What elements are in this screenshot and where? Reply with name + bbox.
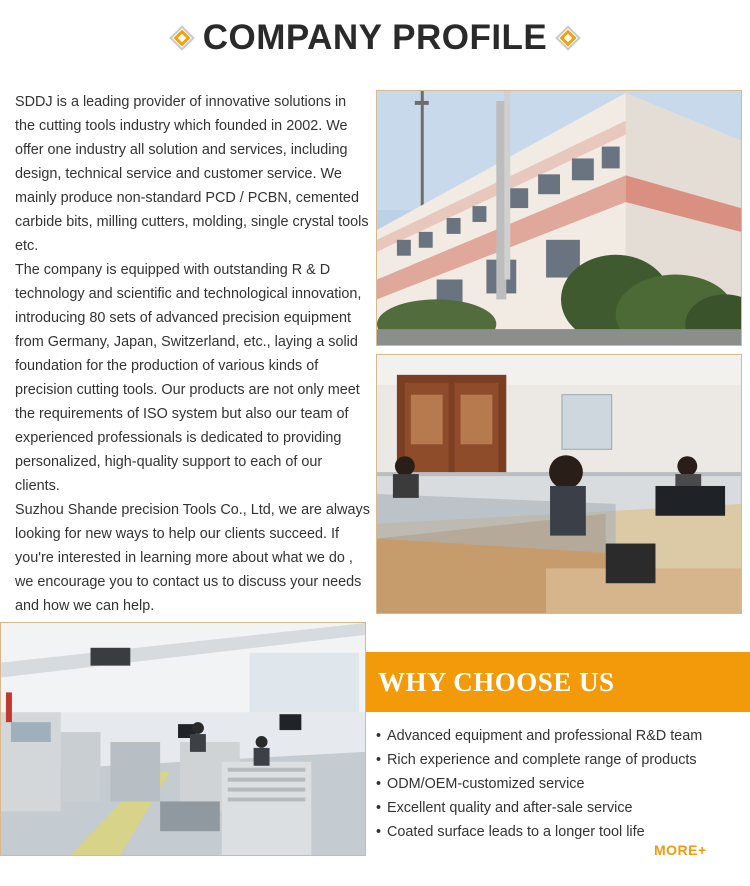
more-link[interactable]: MORE+	[654, 842, 707, 858]
workshop-photo	[0, 622, 366, 856]
list-item	[376, 748, 746, 772]
page-title: COMPANY PROFILE	[202, 18, 548, 57]
bullet-icon: •	[376, 800, 382, 816]
list-item	[376, 796, 746, 820]
list-item-label: Coated surface leads to a longer tool life	[387, 824, 645, 840]
bullet-icon: •	[376, 776, 382, 792]
list-item-label: ODM/OEM-customized service	[387, 776, 585, 792]
intro-paragraph: SDDJ is a leading provider of innovative solutions in the cutting tools industry which founded in 2002. We offer one industry all solution and services, including design, technical service and customer service. We mainly produce non-standard PCD / PCBN, cemented carbide bits, milling cutters, molding, single crystal tools etc.	[15, 94, 369, 254]
list-item-label: Rich experience and complete range of products	[387, 752, 697, 768]
list-item	[376, 820, 746, 844]
factory-building-photo	[376, 90, 742, 346]
bullet-icon: •	[376, 752, 382, 768]
list-item-label: Advanced equipment and professional R&D team	[387, 728, 703, 744]
list-item	[376, 772, 746, 796]
company-description	[15, 90, 370, 618]
bullet-icon: •	[376, 728, 382, 744]
advantages-list	[376, 724, 746, 844]
why-choose-us-title: WHY CHOOSE US	[378, 666, 615, 697]
list-item-label: Excellent quality and after-sale service	[387, 800, 633, 816]
intro-paragraph: Suzhou Shande precision Tools Co., Ltd, we are always looking for new ways to help our clients succeed. If you're interested in learning more about what we do , we encourage you to contact us to discuss your needs and how we can help.	[15, 502, 370, 614]
diamond-ornament-icon	[555, 25, 581, 51]
diamond-ornament-icon	[169, 25, 195, 51]
list-item	[376, 724, 746, 748]
section-header	[0, 14, 750, 62]
intro-paragraph: The company is equipped with outstanding R & D technology and scientific and technological innovation, introducing 80 sets of advanced precision equipment from Germany, Japan, Switzerland, etc., laying a solid foundation for the production of various kinds of precision cutting tools. Our products are not only meet the requirements of ISO system but also our team of experienced professionals is dedicated to providing personalized, high-quality support to each of our clients.	[15, 262, 362, 494]
office-photo	[376, 354, 742, 614]
why-choose-us-banner	[366, 652, 750, 712]
bullet-icon: •	[376, 824, 382, 840]
